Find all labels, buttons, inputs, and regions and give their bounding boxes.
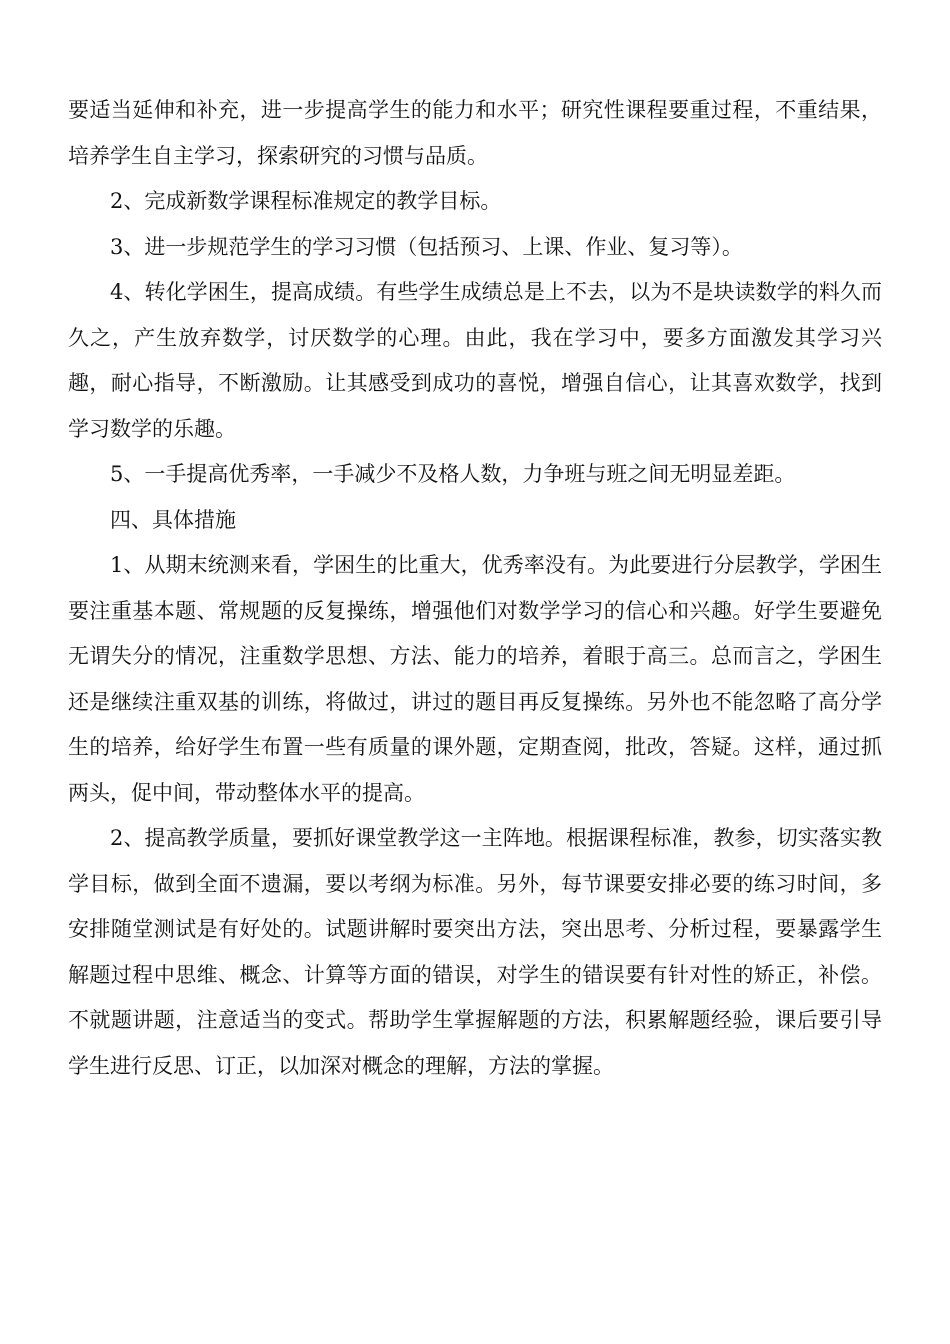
section-heading-measures: 四、具体措施 [110, 507, 236, 532]
paragraph-continuation: 要适当延伸和补充，进一步提高学生的能力和水平；研究性课程要重过程，不重结果，培养学生自主学习，探索研究的习惯与品质。 [68, 98, 882, 168]
paragraph-measure-1: 1、从期末统测来看，学困生的比重大，优秀率没有。为此要进行分层教学，学困生要注重基本题、常规题的反复操练，增强他们对数学学习的信心和兴趣。好学生要避免无谓失分的情况，注重数学思想、方法、能力的培养，着眼于高三。总而言之，学困生还是继续注重双基的训练，将做过，讲过的题目再反复操练。另外也不能忽略了高分学生的培养，给好学生布置一些有质量的课外题，定期查阅，批改，答疑。这样，通过抓两头，促中间，带动整体水平的提高。 [68, 553, 882, 805]
paragraph-goal-2: 2、完成新数学课程标准规定的教学目标。 [110, 189, 502, 213]
paragraph-goal-4: 4、转化学困生，提高成绩。有些学生成绩总是上不去，以为不是块读数学的料久而久之，产生放弃数学，讨厌数学的心理。由此，我在学习中，要多方面激发其学习兴趣，耐心指导，不断激励。让其感受到成功的喜悦，增强自信心，让其喜欢数学，找到学习数学的乐趣。 [68, 280, 882, 441]
document-body [68, 88, 882, 1089]
paragraph-goal-3: 3、进一步规范学生的学习习惯（包括预习、上课、作业、复习等）。 [110, 234, 743, 259]
paragraph-measure-2: 2、提高教学质量，要抓好课堂教学这一主阵地。根据课程标准，教参，切实落实教学目标，做到全面不遗漏，要以考纲为标准。另外，每节课要安排必要的练习时间，多安排随堂测试是有好处的。试题讲解时要突出方法，突出思考、分析过程，要暴露学生解题过程中思维、概念、计算等方面的错误，对学生的错误要有针对性的矫正，补偿。不就题讲题，注意适当的变式。帮助学生掌握解题的方法，积累解题经验，课后要引导学生进行反思、订正，以加深对概念的理解，方法的掌握。 [68, 826, 882, 1078]
paragraph-goal-5: 5、一手提高优秀率，一手减少不及格人数，力争班与班之间无明显差距。 [110, 462, 796, 486]
